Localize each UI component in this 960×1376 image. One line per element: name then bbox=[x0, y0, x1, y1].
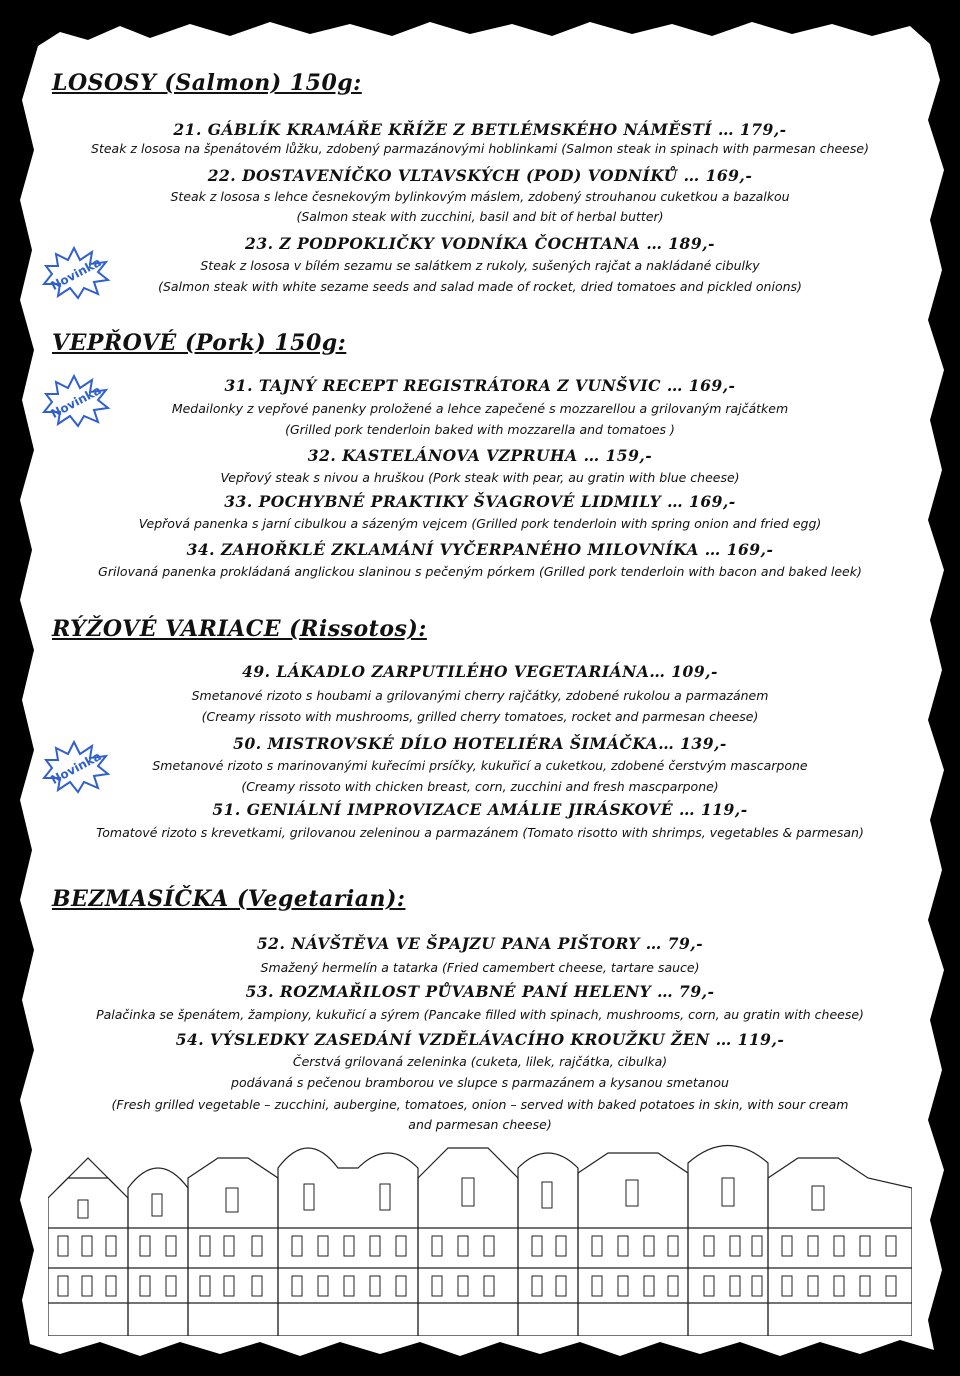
item-31-desc-1: Medailonky z vepřové panenky proložené a lehce zapečené s mozzarellou a grilovaným rajčátkem bbox=[171, 401, 789, 416]
badge-label: Novinka bbox=[48, 748, 104, 788]
item-33-desc: Vepřová panenka s jarní cibulkou a sázeným vejcem (Grilled pork tenderloin with spring onion and fried egg) bbox=[138, 516, 822, 531]
item-54-title: 54. VÝSLEDKY ZASEDÁNÍ VZDĚLÁVACÍHO KROUŽKU ŽEN … 119,- bbox=[175, 1030, 785, 1049]
badge-label: Novinka bbox=[48, 254, 104, 294]
item-31-desc-2: (Grilled pork tenderloin baked with mozzarella and tomatoes ) bbox=[285, 422, 675, 437]
item-23-desc-2: (Salmon steak with white sezame seeds and salad made of rocket, dried tomatoes and pickled onions) bbox=[158, 279, 802, 294]
item-34-desc: Grilovaná panenka prokládaná anglickou slaninou s pečeným pórkem (Grilled pork tenderloin with bacon and baked leek) bbox=[98, 564, 862, 579]
item-23-title: 23. Z PODPOKLIČKY VODNÍKA ČOCHTANA … 189,- bbox=[245, 234, 715, 253]
item-32-title: 32. KASTELÁNOVA VZPRUHA … 159,- bbox=[307, 446, 653, 465]
item-49-desc-1: Smetanové rizoto s houbami a grilovanými cherry rajčátky, zdobené rukolou a parmazánem bbox=[191, 688, 769, 703]
section-title-vegetarian: BEZMASÍČKA (Vegetarian): bbox=[52, 886, 406, 912]
section-title-risotto: RÝŽOVÉ VARIACE (Rissotos): bbox=[52, 616, 427, 642]
item-50-title: 50. MISTROVSKÉ DÍLO HOTELIÉRA ŠIMÁČKA… 139,- bbox=[233, 734, 727, 753]
item-21-desc: Steak z lososa na špenátovém lůžku, zdobený parmazánovými hoblinkami (Salmon steak in spinach with parmesan cheese) bbox=[91, 141, 869, 156]
item-51-desc: Tomatové rizoto s krevetkami, grilovanou zeleninou a parmazánem (Tomato risotto with shrimps, vegetables & parmesan) bbox=[96, 825, 864, 840]
item-49-title: 49. LÁKADLO ZARPUTILÉHO VEGETARIÁNA… 109,- bbox=[242, 662, 718, 681]
item-50-desc-1: Smetanové rizoto s marinovanými kuřecími prsíčky, kukuřicí a cuketkou, zdobené čerstvým mascarpone bbox=[152, 758, 808, 773]
item-49-desc-2: (Creamy rissoto with mushrooms, grilled cherry tomatoes, rocket and parmesan cheese) bbox=[201, 709, 759, 724]
item-32-desc: Vepřový steak s nivou a hruškou (Pork steak with pear, au gratin with blue cheese) bbox=[220, 470, 740, 485]
new-item-badge bbox=[40, 738, 112, 794]
item-54-desc-1: Čerstvá grilovaná zeleninka (cuketa, lilek, rajčátka, cibulka) bbox=[292, 1054, 668, 1069]
new-item-badge bbox=[40, 244, 112, 300]
item-54-desc-2: podávaná s pečenou bramborou ve slupce s parmazánem a kysanou smetanou bbox=[231, 1075, 729, 1090]
new-item-badge bbox=[40, 372, 112, 428]
item-22-desc-1: Steak z lososa s lehce česnekovým bylinkovým máslem, zdobený strouhanou cuketkou a bazalkou bbox=[170, 189, 790, 204]
item-22-title: 22. DOSTAVENÍČKO VLTAVSKÝCH (POD) VODNÍKŮ … 169,- bbox=[207, 166, 753, 185]
item-50-desc-2: (Creamy rissoto with chicken breast, corn, zucchini and fresh mascparpone) bbox=[241, 779, 719, 794]
item-22-desc-2: (Salmon steak with zucchini, basil and bit of herbal butter) bbox=[296, 209, 664, 224]
item-34-title: 34. ZAHOŘKLÉ ZKLAMÁNÍ VYČERPANÉHO MILOVNÍKA … 169,- bbox=[186, 540, 774, 559]
item-53-desc: Palačinka se špenátem, žampiony, kukuřicí a sýrem (Pancake filled with spinach, mushrooms, corn, au gratin with cheese) bbox=[96, 1007, 864, 1022]
item-54-desc-4: and parmesan cheese) bbox=[408, 1117, 552, 1132]
section-title-salmon: LOSOSY (Salmon) 150g: bbox=[52, 70, 362, 96]
item-52-desc: Smažený hermelín a tatarka (Fried camembert cheese, tartare sauce) bbox=[260, 960, 700, 975]
badge-label: Novinka bbox=[48, 382, 104, 422]
town-square-illustration bbox=[48, 1128, 912, 1336]
item-52-title: 52. NÁVŠTĚVA VE ŠPAJZU PANA PIŠTORY … 79,- bbox=[256, 934, 704, 953]
item-21-title: 21. GÁBLÍK KRAMÁŘE KŘÍŽE Z BETLÉMSKÉHO NÁMĚSTÍ … 179,- bbox=[173, 120, 787, 139]
item-33-title: 33. POCHYBNÉ PRAKTIKY ŠVAGROVÉ LIDMILY … 169,- bbox=[224, 492, 736, 511]
item-54-desc-3: (Fresh grilled vegetable – zucchini, aubergine, tomatoes, onion – served with baked potatoes in skin, with sour cream bbox=[111, 1097, 849, 1112]
item-31-title: 31. TAJNÝ RECEPT REGISTRÁTORA Z VUNŠVIC … 169,- bbox=[224, 376, 736, 395]
item-51-title: 51. GENIÁLNÍ IMPROVIZACE AMÁLIE JIRÁSKOVÉ … 119,- bbox=[212, 800, 748, 819]
item-23-desc-1: Steak z lososa v bílém sezamu se salátkem z rukoly, sušených rajčat a nakládané cibulky bbox=[200, 258, 760, 273]
item-53-title: 53. ROZMAŘILOST PŮVABNÉ PANÍ HELENY … 79,- bbox=[245, 982, 715, 1001]
section-title-pork: VEPŘOVÉ (Pork) 150g: bbox=[52, 330, 347, 356]
